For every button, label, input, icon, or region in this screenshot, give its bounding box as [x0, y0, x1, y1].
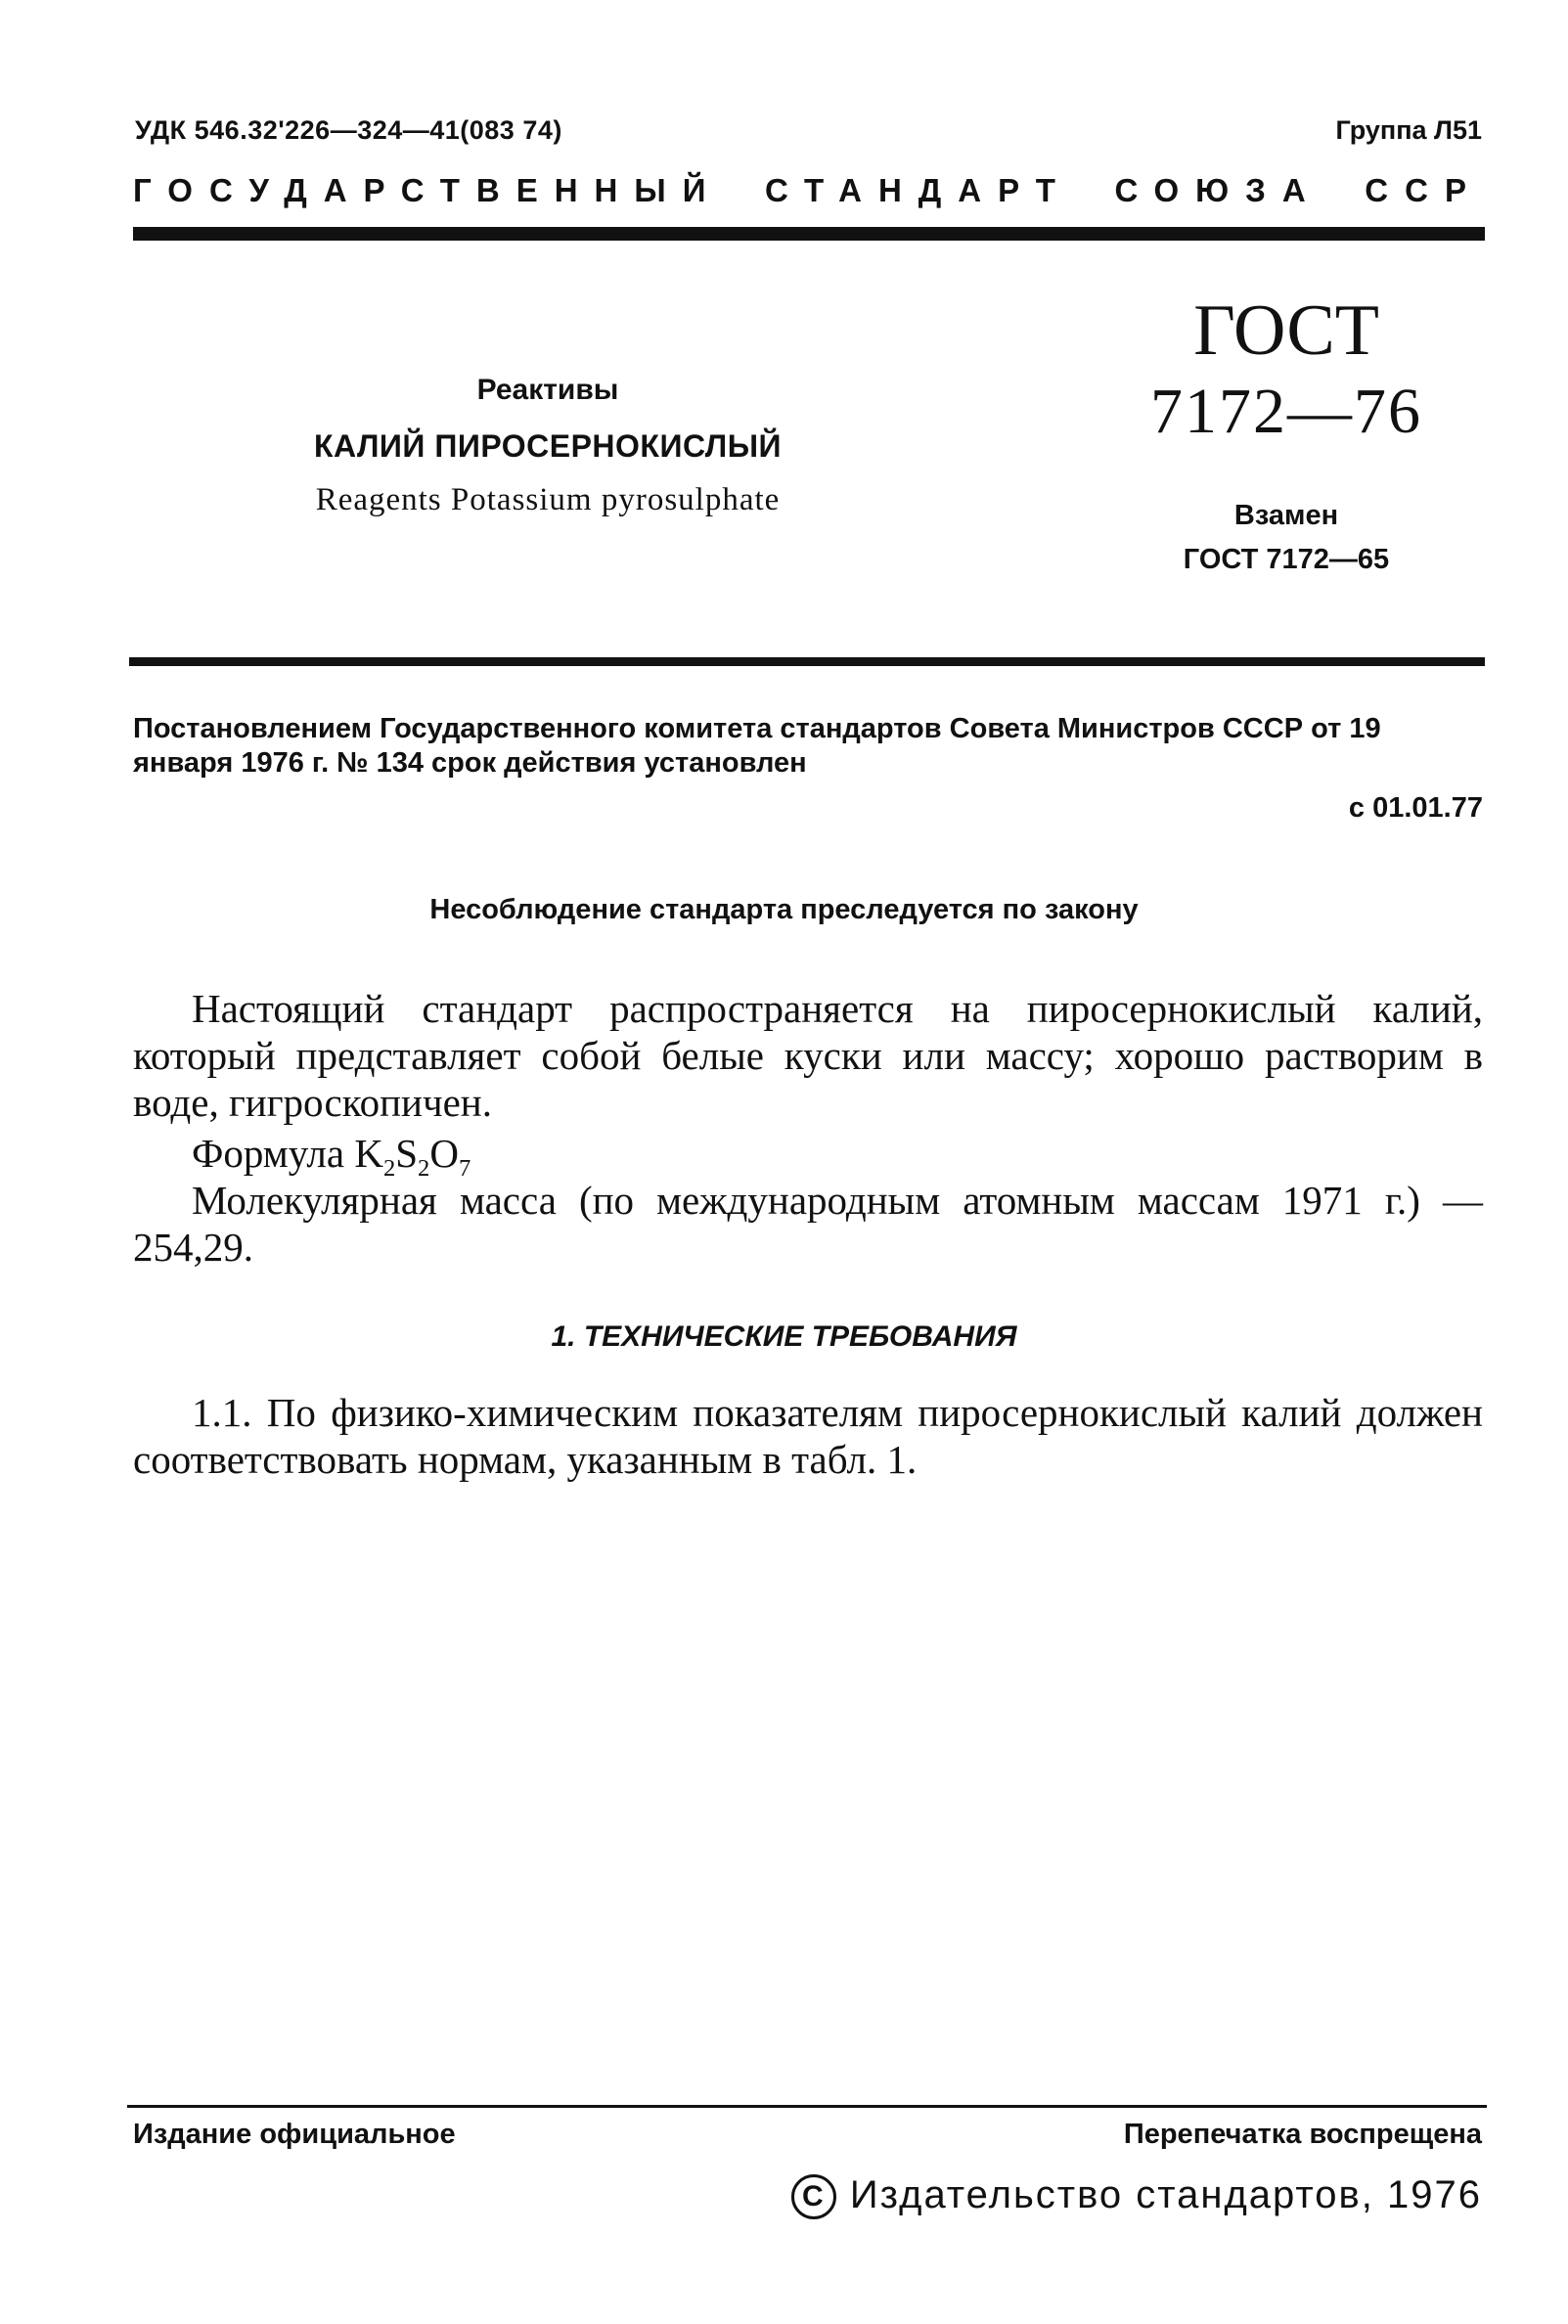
publisher-name: Издательство стандартов, 1976	[849, 2173, 1482, 2216]
formula-subscript: 2	[418, 1155, 430, 1183]
enforcement-notice: Несоблюдение стандарта преследуется по закону	[429, 894, 1139, 925]
formula-element: K	[354, 1131, 383, 1176]
replaces-label: Взамен	[1233, 500, 1339, 532]
replaced-standard: ГОСТ 7172—65	[1183, 544, 1390, 576]
state-title-word: СТАНДАРТ	[765, 172, 1072, 208]
formula-subscript: 2	[382, 1155, 396, 1183]
substance-name-en: Reagents Potassium pyrosulphate	[315, 482, 781, 517]
formula-element: O	[429, 1131, 459, 1176]
bottom-divider	[127, 2105, 1487, 2108]
gost-number-block	[1125, 290, 1448, 576]
intro-paragraph: Настоящий стандарт распространяется на пиросернокислый калий, который представляет собой белые куски или массу; хорошо растворим в воде, гигроскопичен.	[133, 986, 1483, 1125]
effective-date: с 01.01.77	[1348, 791, 1483, 824]
gost-number: 7172—76	[1150, 375, 1422, 447]
formula-label: Формула	[192, 1131, 345, 1176]
formula-subscript: 7	[458, 1155, 471, 1183]
molecular-mass-paragraph: Молекулярная масса (по международным атомным массам 1971 г.) — 254,29.	[133, 1178, 1483, 1270]
state-title-word: СОЮЗА	[1114, 172, 1322, 208]
state-title-word: ССР	[1365, 172, 1483, 208]
chemical-formula	[354, 1131, 471, 1183]
top-divider	[133, 227, 1485, 241]
copyright-icon: C	[791, 2174, 836, 2219]
resolution-block	[133, 712, 1483, 826]
substance-name-ru: КАЛИЙ ПИРОСЕРНОКИСЛЫЙ	[313, 428, 783, 464]
publisher-line	[791, 2173, 1482, 2219]
official-edition-label: Издание официальное	[133, 2119, 456, 2150]
clause-1-1: 1.1. По физико-химическим показателям пиросернокислый калий должен соответствовать нормам, указанным в табл. 1.	[133, 1390, 1483, 1482]
document-title-block	[274, 374, 822, 518]
state-standard-title	[133, 172, 1483, 209]
state-title-word: ГОСУДАРСТВЕННЫЙ	[133, 172, 723, 208]
reagent-kind: Реактивы	[476, 374, 619, 406]
middle-divider	[129, 657, 1485, 666]
section-heading: 1. ТЕХНИЧЕСКИЕ ТРЕБОВАНИЯ	[551, 1320, 1017, 1353]
gost-label: ГОСТ	[1193, 290, 1379, 371]
reprint-prohibited-label: Перепечатка воспрещена	[1123, 2119, 1482, 2150]
resolution-text: Постановлением Государственного комитета стандартов Совета Министров СССР от 19 января 1976 г. № 134 срок действия установлен	[133, 713, 1381, 780]
formula-element: S	[395, 1131, 419, 1176]
udk-code: УДК 546.32'226—324—41(083 74)	[135, 115, 562, 145]
group-code: Группа Л51	[1335, 115, 1482, 145]
